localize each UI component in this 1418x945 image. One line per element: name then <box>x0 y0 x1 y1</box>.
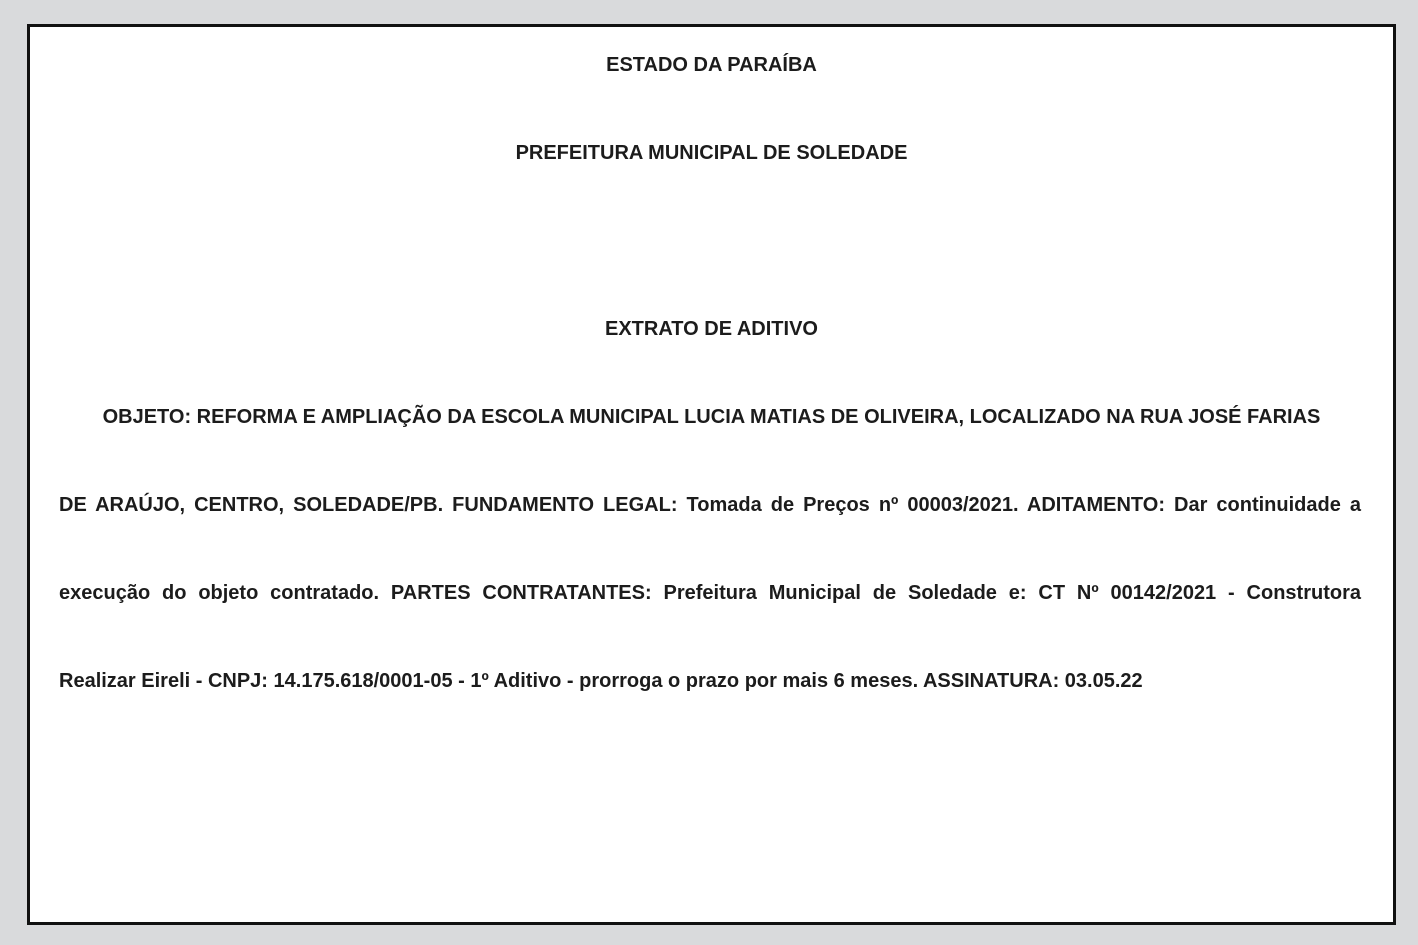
body-line-4: Realizar Eireli - CNPJ: 14.175.618/0001-05 - 1º Aditivo - prorroga o prazo por mais 6 meses. ASSINATURA: 03.05.22 <box>59 670 1143 692</box>
document-title: EXTRATO DE ADITIVO <box>605 318 818 340</box>
body-line-1: OBJETO: REFORMA E AMPLIAÇÃO DA ESCOLA MUNICIPAL LUCIA MATIAS DE OLIVEIRA, LOCALIZADO NA RUA JOSÉ FARIAS <box>102 406 1321 428</box>
body-line-3: execução do objeto contratado. PARTES CONTRATANTES: Prefeitura Municipal de Soledade e: CT Nº 00142/2021 - Construtora <box>59 582 1361 604</box>
document-page <box>27 24 1396 925</box>
body-line-2: DE ARAÚJO, CENTRO, SOLEDADE/PB. FUNDAMENTO LEGAL: Tomada de Preços nº 00003/2021. ADITAMENTO: Dar continuidade a <box>59 494 1361 516</box>
prefecture-heading: PREFEITURA MUNICIPAL DE SOLEDADE <box>515 142 908 164</box>
state-heading: ESTADO DA PARAÍBA <box>606 54 817 76</box>
